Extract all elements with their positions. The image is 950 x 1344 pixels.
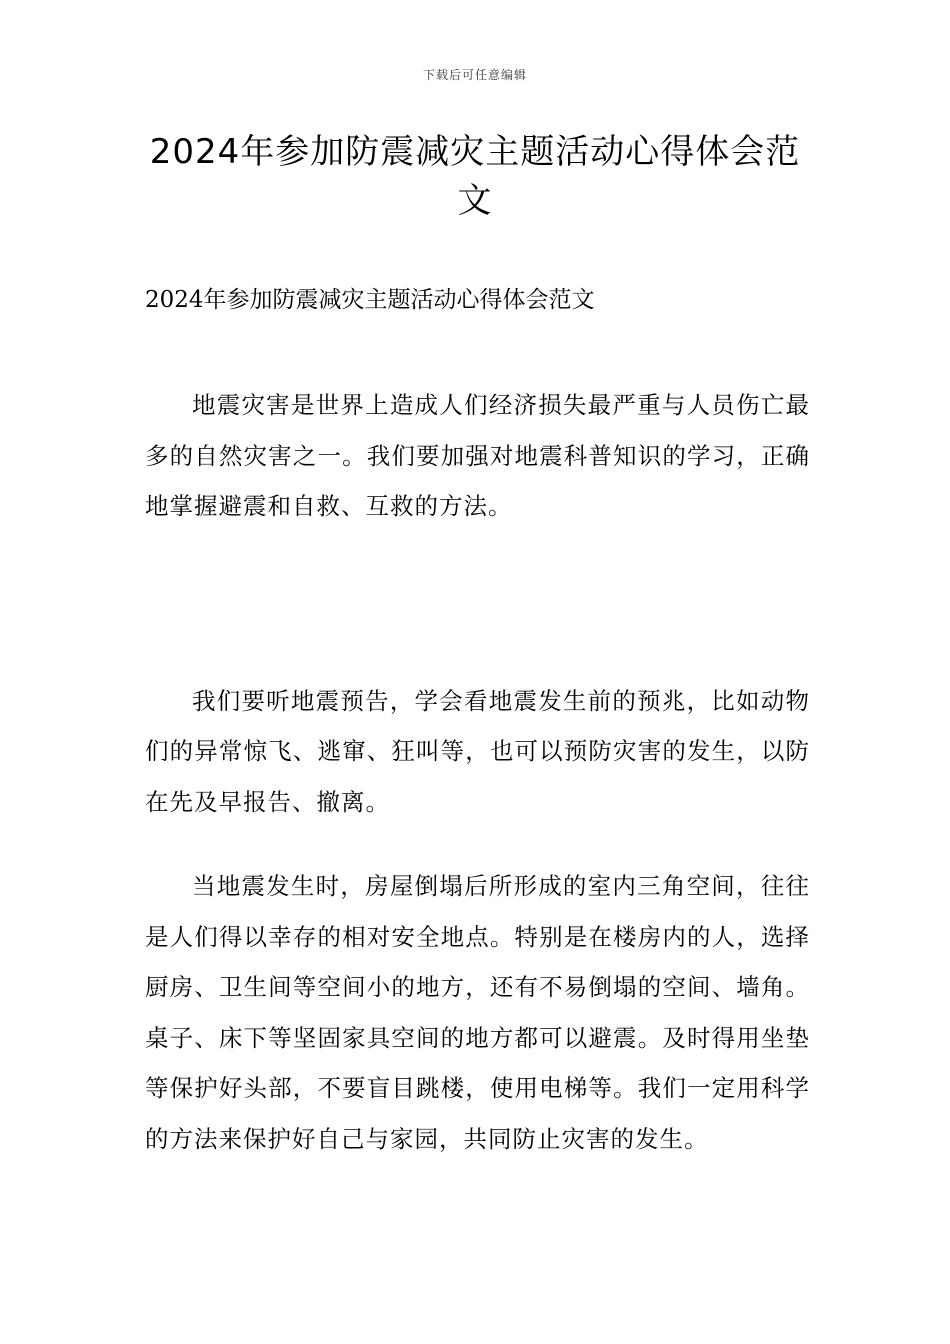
- document-title: 2024年参加防震减灾主题活动心得体会范文: [149, 132, 801, 221]
- paragraph-3: 当地震发生时，房屋倒塌后所形成的室内三角空间，往往是人们得以幸存的相对安全地点。特别是在楼房内的人，选择厨房、卫生间等空间小的地方，还有不易倒塌的空间、墙角。桌子、床下等坚固家具空间的地方都可以避震。及时得用坐垫等保护好头部，不要盲目跳楼，使用电梯等。我们一定用科学的方法来保护好自己与家园，共同防止灾害的发生。: [145, 872, 810, 1153]
- document-body: [145, 282, 810, 1164]
- paragraph-1: 地震灾害是世界上造成人们经济损失最严重与人员伤亡最多的自然灾害之一。我们要加强对地震科普知识的学习，正确地掌握避震和自救、互救的方法。: [145, 391, 810, 520]
- paragraph-2: 我们要听地震预告，学会看地震发生前的预兆，比如动物们的异常惊飞、逃窜、狂叫等，也可以预防灾害的发生，以防在先及早报告、撤离。: [145, 686, 810, 816]
- header-note: 下载后可任意编辑: [422, 68, 527, 82]
- document-subtitle: 2024年参加防震减灾主题活动心得体会范文: [145, 287, 595, 313]
